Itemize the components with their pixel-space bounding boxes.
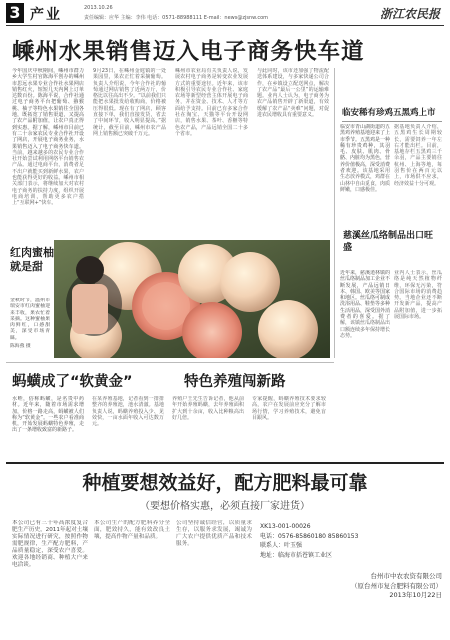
photo-caption: 金秋时节，温州市瑞安市红肉蜜柚迎来丰收，果农忙着采摘。这种蜜柚果肉鲜红，口感甜美，深受市场青睐。 陈海燕 摄 (10, 298, 50, 350)
side-body: 临安市青山湖街道的五黑鸡养殖基地迎来了上市季节。五黑鸡是一种稀有珍贵鸡种，其羽毛、皮肤、肌肉、骨骼、内脏均为黑色，营养价值极高，深受消费者欢迎。 (340, 124, 390, 175)
masthead-logo: 浙江农民报 (379, 7, 440, 21)
ad-company: 台州市中农农资有限公司 (370, 572, 442, 580)
ad-body: 本公司已有三十年高浓度复合肥生产历史，2011年起对土壤实际情况进行研究，按照作物需肥规律，生产配方肥料，产品质量稳定，深受农户喜爱。欢迎各地经销商、种植大户来电洽谈。 本公司生产的配方肥料养分全面，肥效持久，能有效改良土壤，提高作物产量和品质。 公司坚持诚信经营，以质量求生存，以服务求发展，竭诚为广大农户提供优质产品和技术服务。 (12, 520, 252, 568)
section-rule (6, 362, 334, 363)
header-date: 2013.10.26 (84, 5, 113, 11)
page-number: 3 (6, 3, 24, 23)
second-headline (12, 370, 330, 392)
lead-headline: 嵊州水果销售迈入电子商务快车道 (12, 39, 365, 65)
pomelo-image (54, 240, 330, 358)
photo-title (10, 246, 54, 274)
section-name: 产业 (30, 7, 62, 23)
side-header: 临安稀有珍鸡五黑鸡上市 (342, 106, 442, 122)
ad-company-sub: （原台州市复合肥料有限公司） (351, 581, 442, 590)
ad-number: XK13-001-00026 (260, 523, 311, 530)
ad-contact-person: 联系人：叶玉强 (260, 542, 303, 549)
ad-phone[interactable]: 电话：0576-85860180 85860153 (260, 532, 359, 540)
ad-address: 地址：临海市括苍镇工业区 (260, 551, 333, 559)
photo-title-line-1: 红肉蜜柚 (10, 246, 54, 259)
lead-body-col-2: 9月23日，在嵊州金庭镇的一处果园里，果农正忙着采摘葡萄。负责人介绍说，今年合作社的葡萄通过网店销售了近两万斤，价格比以往高出不少。“以前我们只能把水果批发给收购商，价格被压得很低。现在有了网店，顾客直接下单，我们直接发货，省去了中间环节，收入明显提高。”据统计，截至目前，嵊州市农产品网上销售额已突破千万元。 (93, 68, 166, 137)
second-body: 水蛭，俗称蚂蟥，是名贵中药材。近年来，随着市场需求增加，价格一路走高，蚂蟥被人们称为“软黄金”。一些农户看准商机，开始发展蚂蟥特色养殖，走出了一条增收致富的新路子。 在某养殖基地，记者看到一排排整齐的养殖池，池水清澈。基地负责人说，蚂蟥养殖投入少、见效快，一亩水面年收入可达数万元。 养殖户王先生告诉记者，他从前年开始养殖蚂蟥，去年养殖面积扩大到十余亩，收入比种粮高出好几倍。 专家提醒，蚂蟥养殖技术要求较高，农户在发展前应充分了解市场行情，学习养殖技术，避免盲目跟风。 (12, 396, 326, 434)
lead-body-col-1: 今年国庆中秋期间，嵊州市群力乡大学生村官陈海平创办的嵊州市思远水果专业合作社水果网店销售红火，短短几天内网上订单达数百份。陈海平说，合作社通过电子商务平台把葡萄、猕猴桃、柚子等特色水果销往全国各地，既拓宽了销售渠道，又提高了农产品附加值，让农户真正得到实惠。据了解，嵊州市目前已有二十余家农民专业合作社开设了网店，开展电子商务业务，水果销售迈入了电子商务快车道。 (12, 68, 84, 150)
second-headline-left: 蚂蟥成了“软黄金” (12, 374, 133, 390)
ad-subline: （要想价格实惠，必须直接厂家进货） (140, 501, 310, 512)
lead-body-col-4: 与此同时，该市还加强了物流配送体系建设，与多家快递公司合作，在乡镇设立配送网点，解决了农产品“最后一公里”的运输难题。业内人士认为，电子商务为农产品销售开辟了新渠道，有效缓解了农产品“卖难”问题，对促进农民增收具有重要意义。 (257, 68, 329, 119)
pomelo-photo (54, 240, 330, 358)
side-second-body: 近年来，慈溪逍林镇的丝瓜络制品加工企业不断发展，产品远销日本、韩国、欧美等国家和地区。丝瓜络可制成洗浴用品、鞋垫等多种生活用品，深受国外消费者的喜爱。 (340, 270, 390, 321)
header-editor-line: 责任编辑：应华 主编：李伟 电话：0571-88988111 E-mail：news@zjsnw.com (84, 15, 269, 21)
lead-body-col-3: 嵊州市农业局有关负责人说，发展农村电子商务是转变农业发展方式的重要途径。近年来，该市积极引导农民专业合作社、家庭农场等新型经营主体开展电子商务，并在资金、技术、人才等方面给予支持。目前已有多家合作社在淘宝、天猫等平台开设网店，销售水果、茶叶、香榧等特色农产品，产品远销全国二十多个省市。 (175, 68, 248, 137)
side-second-header: 慈溪丝瓜络制品出口旺盛 (343, 231, 434, 253)
lead-body: 今年国庆中秋期间，嵊州市群力乡大学生村官陈海平创办的嵊州市思远水果专业合作社水果网店销售红火，短短几天内网上订单达数百份。陈海平说，合作社通过电子商务平台把葡萄、猕猴桃、柚子等特色水果销往全国各地，既拓宽了销售渠道，又提高了农产品附加值，让农户真正得到实惠。据了解，嵊州市目前已有二十余家农民专业合作社开设了网店，开展电子商务业务，水果销售迈入了电子商务快车道。当前，越来越多的农民专业合作社开始尝试利用网络平台销售农产品。通过电商平台，消费者足不出户就能买到新鲜水果，农户也能获得更好的收益。嵊州市相关部门表示，将继续加大对农村电子商务的扶持力度，组织开展电商培训，帮助更多农户搭上“互联网+”快车。 9月23日，在嵊州金庭镇的一处果园里，果农正忙着采摘葡萄。负责人介绍说，今年合作社的葡萄通过网店销售了近两万斤，价格比以往高出不少。“以前我们只能把水果批发给收购商，价格被压得很低。现在有了网店，顾客直接下单，我们直接发货，省去了中间环节，收入明显提高。”据统计，截至目前，嵊州市农产品网上销售额已突破千万元。 嵊州市农业局有关负责人说，发展农村电子商务是转变农业发展方式的重要途径。近年来，该市积极引导农民专业合作社、家庭农场等新型经营主体开展电子商务，并在资金、技术、人才等方面给予支持。目前已有多家合作社在淘宝、天猫等平台开设网店，销售水果、茶叶、香榧等特色农产品，产品远销全国二十多个省市。 与此同时，该市还加强了物流配送体系建设，与多家快递公司合作，在乡镇设立配送网点，解决了农产品“最后一公里”的运输难题。业内人士认为，电子商务为农产品销售开辟了新渠道，有效缓解了农产品“卖难”问题，对促进农民增收具有重要意义。 (12, 68, 329, 207)
ad-date: 2013年10月22日 (389, 591, 442, 599)
photo-credit: 陈海燕 摄 (10, 344, 31, 350)
photo-title-line-2: 就是甜 (10, 260, 43, 273)
ad-headline: 种植要想效益好，配方肥料最可靠 (82, 472, 368, 494)
header-rule (6, 25, 444, 26)
ad-contact-box (260, 522, 442, 634)
second-headline-right: 特色养殖闯新路 (184, 374, 286, 390)
side-column: 临安稀有珍鸡五黑鸡上市 临安市青山湖街道的五黑鸡养殖基地迎来了上市季节。五黑鸡是一种稀有珍贵鸡种，其羽毛、皮肤、肌肉、骨骼、内脏均为黑色，营养价值极高，深受消费者欢迎。该基地采用生态放养模式，鸡群在山林中自由觅食，肉质鲜嫩，口感极佳。 据基地负责人介绍，五黑鸡生长周期较长，需要饲养一年左右才能出栏。目前，基地存栏五黑鸡三千余羽，产品主要销往杭州、上海等地，每羽售价在两百元以上，市场供不应求，经济效益十分可观。 慈溪丝瓜络制品出口旺盛 近年来，慈溪逍林镇的丝瓜络制品加工企业不断发展，产品远销日本、韩国、欧美等国家和地区。丝瓜络可制成洗浴用品、鞋垫等多种生活用品，深受国外消费者的喜爱。据了解，该镇丝瓜络制品出口额连续多年保持增长态势。 业内人士表示，丝瓜络是纯天然植物纤维，环保无污染，符合国际市场的消费趋势。当地企业还不断开发新产品，提高产品附加值，进一步拓展国际市场。 (340, 108, 442, 339)
column-divider (334, 68, 335, 358)
ad-top-rule (6, 462, 444, 464)
